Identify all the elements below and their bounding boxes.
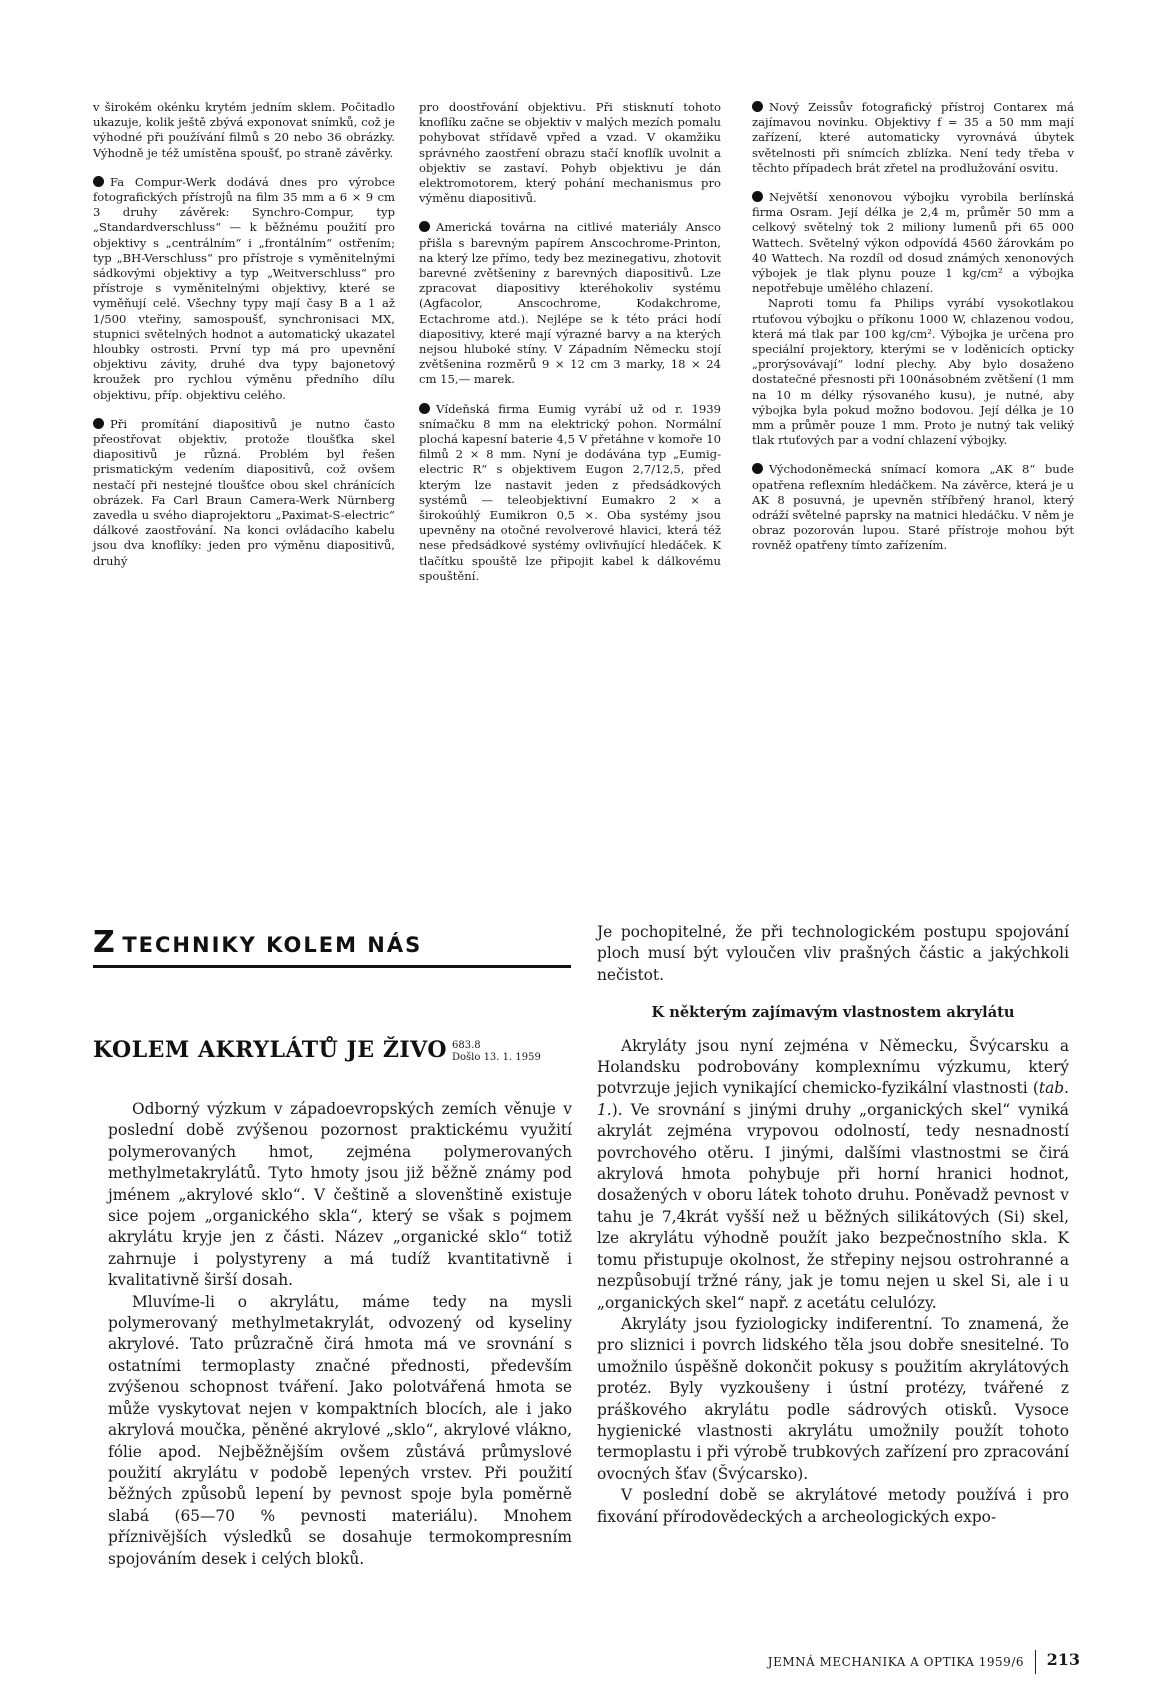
news-paragraph: v širokém okénku krytém jedním sklem. Počitadlo ukazuje, kolik ještě zbývá exponovat snímků, což je výhodné při používání filmů s 20 nebo 36 obrázky. Výhodně je též umístěna spoušť, po straně závěrky.: [93, 100, 395, 160]
news-text: Východoněmecká snímací komora „AK 8“ bude opatřena reflexním hledáčkem. Na závěrce, která je u AK 8 posuvná, je upevněn stříbřený hranol, který odráží světelné paprsky na matnici hledáčku. V něm je obraz pozorován lupou. Staré přístroje mohou být rovněž opatřeny tímto zařízením.: [752, 462, 1074, 553]
page-footer: [710, 1650, 1080, 1674]
article-text: Akryláty jsou nyní zejména v Německu, Švýcarsku a Holandsku podrobovány komplexnímu výzkumu, který potvrzuje jejich vynikající chemicko-fyzikální vlastnosti (: [597, 1036, 1069, 1098]
classification-code: 683.8: [452, 1040, 481, 1051]
article-paragraph: [597, 1036, 1069, 1314]
news-column-1: [93, 100, 395, 583]
article-paragraph: V poslední době se akrylátové metody používá i pro fixování přírodovědeckých a archeologických expo-: [597, 1486, 1069, 1526]
news-text: Naproti tomu fa Philips vyrábí vysokotlakou rtuťovou výbojku o příkonu 1000 W, chlazenou vodou, která má tlak par 100 kg/cm². Výbojka je určena pro speciální projektory, kterými se v loděnicích opticky „prorýsovávají“ lodní plechy. Aby bylo dosaženo dostatečné přesnosti při 100násobném zvětšení (1 mm na 10 m délky rýsovaného kusu), je nutné, aby výbojka byla pokud možno bodovou. Její délka je 10 mm a průměr pouze 1 mm. Proto je nutný tak veliký tlak rtuťových par a vodní chlazení výbojky.: [752, 296, 1074, 448]
bullet-icon: [419, 403, 430, 414]
article-paragraph: Mluvíme-li o akrylátu, máme tedy na mysli polymerovaný methylmetakrylát, odvozený od kyseliny akrylové. Tato průzračně čirá hmota má ve srovnání s ostatními termoplasty značné přednosti, především zvýšenou schopnost tváření. Jako polotvářená hmota se může vyskytovat nejen v kompaktních blocích, ale i jako akrylová moučka, pěněné akrylové „sklo“, akrylové vlákno, fólie apod. Nejběžnějším ovšem zůstává průmyslové použití akrylátu v podobě lepených vrstev. Při použití běžných způsobů lepení by pevnost spoje byla poměrně slabá (65—70 % pevnosti materiálu). Mnohem příznivějších výsledků se dosahuje termokompresním spojováním desek i celých bloků.: [108, 1292, 572, 1568]
news-paragraph: pro doostřování objektivu. Při stisknutí tohoto knoflíku začne se objektiv v malých mezích pomalu pohybovat střídavě vpřed a vzad. V okamžiku správného zaostření obrazu stačí knoflík uvolnit a objektiv se zastaví. Pohyb objektivu je dán elektromotorem, který pohání mechanismus pro výměnu diapositivů.: [419, 100, 721, 206]
news-text: Největší xenonovou výbojku vyrobila berlínská firma Osram. Její délka je 2,4 m, průměr 50 mm a celkový světelný tok 2 miliony lumenů při 65 000 Wattech. Světelný výkon odpovídá 4560 žárovkám po 40 Wattech. Na rozdíl od dosud známých xenonových výbojek je tlak plynu pouze 1 kg/cm² a výbojka nepotřebuje umělého chlazení.: [752, 190, 1074, 296]
table-reference: tab. 1.: [597, 1079, 1069, 1119]
bullet-icon: [752, 191, 763, 202]
article-paragraph: Akryláty jsou fyziologicky indiferentní. To znamená, že pro sliznici i povrch lidského těla jsou dobře snesitelné. To umožnilo úspěšně dokončit pokusy s použitím akrylátových protéz. Byly vyzkoušeny i ústní protézy, tvářené z práškového akrylátu podle sádrových otisků. Vysoce hygienické vlastnosti akrylátu umožnily použít tohoto termoplastu i při výrobě trubkových zařízení pro zpracování ovocných šťav (Švýcarsko).: [597, 1314, 1069, 1483]
section-title-initial: Z: [93, 925, 115, 960]
article-paragraph: Je pochopitelné, že při technologickém postupu spojování ploch musí být vyloučen vliv prašných částic a jakýchkoli nečistot.: [597, 923, 1069, 984]
news-item: [93, 417, 395, 569]
bullet-icon: [419, 221, 430, 232]
article-meta: [452, 1040, 541, 1064]
section-divider: [93, 965, 571, 968]
article-subheading: K některým zajímavým vlastnostem akrylátu: [651, 1004, 1015, 1022]
journal-name: JEMNÁ MECHANIKA A OPTIKA 1959/6: [767, 1655, 1024, 1669]
news-item: [419, 402, 721, 584]
news-item: [93, 175, 395, 403]
received-date: Došlo 13. 1. 1959: [452, 1052, 541, 1063]
news-item: [419, 220, 721, 387]
section-title: [93, 925, 422, 960]
bullet-icon: [752, 463, 763, 474]
article-paragraph: Odborný výzkum v západoevropských zemích věnuje v poslední době zvýšenou pozornost praktickému využití polymerovaných hmot, zejména polymerovaných methylmetakrylátů. Tyto hmoty jsou již běžně známy pod jménem „akrylové sklo“. V češtině a slovenštině existuje sice pojem „organického skla“, který se však s pojmem akrylátu kryje jen z části. Název „organické sklo“ totiž zahrnuje i polystyreny a má tudíž kvantitativně i kvalitativně širší dosah.: [108, 1100, 572, 1290]
news-item: [752, 100, 1074, 176]
page-number: 213: [1046, 1650, 1080, 1669]
bullet-icon: [752, 101, 763, 112]
bullet-icon: [93, 418, 104, 429]
section-title-rest: TECHNIKY KOLEM NÁS: [122, 933, 423, 957]
news-text: Fa Compur-Werk dodává dnes pro výrobce fotografických přístrojů na film 35 mm a 6 × 9 cm 3 druhy závěrek: Synchro-Compur, typ „Standardverschluss“ — k běžnému použití pro objektivy s „centrálním“ i „frontálním“ ostřením; typ „BH-Verschluss“ pro přístroje s vyměnitelnými sádkovými objektivy a typ „Weitverschluss“ pro přístroje s vyměnitelnými objektivy, které se vyměňují celé. Všechny typy mají časy B a 1 až 1/500 vteřiny, samospoušť, synchronisaci MX, stupnici světelných hodnot a automatický ukazatel hloubky ostrosti. První typ má pro upevnění objektivu závity, druhé dva typy bajonetový kroužek pro rychlou výměnu předního dílu objektivu, příp. objektivu celého.: [93, 174, 395, 402]
bullet-icon: [93, 176, 104, 187]
news-item: [752, 462, 1074, 553]
footer-separator: [1035, 1650, 1036, 1674]
news-text: Nový Zeissův fotografický přístroj Contarex má zajímavou novinku. Objektivy f = 35 a 50 mm mají zařízení, které automaticky vyrovnává úbytek světelnosti při snímcích zblízka. Není tedy třeba v těchto případech brát zřetel na prodlužování osvitu.: [752, 100, 1074, 175]
article-column-left: [108, 1099, 572, 1570]
news-item: [752, 190, 1074, 296]
news-text: Při promítání diapositivů je nutno často přeostřovat objektiv, protože tloušťka skel diapositivů je různá. Problém byl řešen prismatickým vedením diapositivů, což ovšem nestačí při nestejné tloušťce obou skel chránících obrázek. Fa Carl Braun Camera-Werk Nürnberg zavedla u svého diaprojektoru „Paximat-S-electric“ dálkové zaostřování. Na konci ovládacího kabelu jsou dva knoflíky: jeden pro výměnu diapositivů, druhý: [93, 416, 395, 568]
news-column-3: [752, 100, 1074, 568]
news-text: Vídeňská firma Eumig vyrábí už od r. 1939 snímačku 8 mm na elektrický pohon. Normální plochá kapesní baterie 4,5 V přetáhne v komoře 10 filmů 2 × 8 mm. Nyní je dodávána typ „Eumig-electric R“ s objektivem Eugon 2,7/12,5, před kterým lze nastavit jeden z předsádkových systémů — teleobjektivní Eumakro 2 × a širokoúhlý Eumikron 0,5 ×. Oba systémy jsou upevněny na otočné revolverové hlavici, která též nese předsádkové systémy ovlivňující hledáček. K tlačítku spouště lze připojit kabel k dálkovému spouštění.: [419, 401, 721, 583]
article-text: ). Ve srovnání s jinými druhy „organických skel“ vyniká akrylát zejména vrypovou odolností, tedy nesnadností povrchového otěru. I jinými, dalšími vlastnostmi se čirá akrylová hmota pohybuje při horní hranici hodnot, dosažených v oboru látek tohoto druhu. Poněvadž pevnost v tahu je 7,4krát vyšší než u běžných silikátových (Si) skel, lze akrylátu výhodně použít jako bezpečnostního skla. K tomu přistupuje okolnost, že střepiny nejsou ostrohranné a nezpůsobují tržné rány, jak je tomu nejen u skel Si, ale i u „organických skel“ např. z acetátu celulózy.: [597, 1100, 1069, 1312]
article-title: KOLEM AKRYLÁTŮ JE ŽIVO: [93, 1037, 448, 1063]
news-text: Americká továrna na citlivé materiály Ansco přišla s barevným papírem Anscochrome-Printon, na který lze přímo, tedy bez mezinegativu, zhotovit barevné zvětšeniny z barevných diapositivů. Lze zpracovat diapositivy kteréhokoliv systému (Agfacolor, Anscochrome, Kodakchrome, Ectachrome atd.). Nejlépe se k této práci hodí diapositivy, které mají výrazné barvy a na kterých nejsou hluboké stíny. V Západním Německu stojí zvětšenina rozměrů 9 × 12 cm 3 marky, 18 × 24 cm 15,— marek.: [419, 220, 721, 387]
news-column-2: [419, 100, 721, 598]
news-paragraph: [752, 296, 1074, 448]
article-column-right: [597, 922, 1069, 1528]
